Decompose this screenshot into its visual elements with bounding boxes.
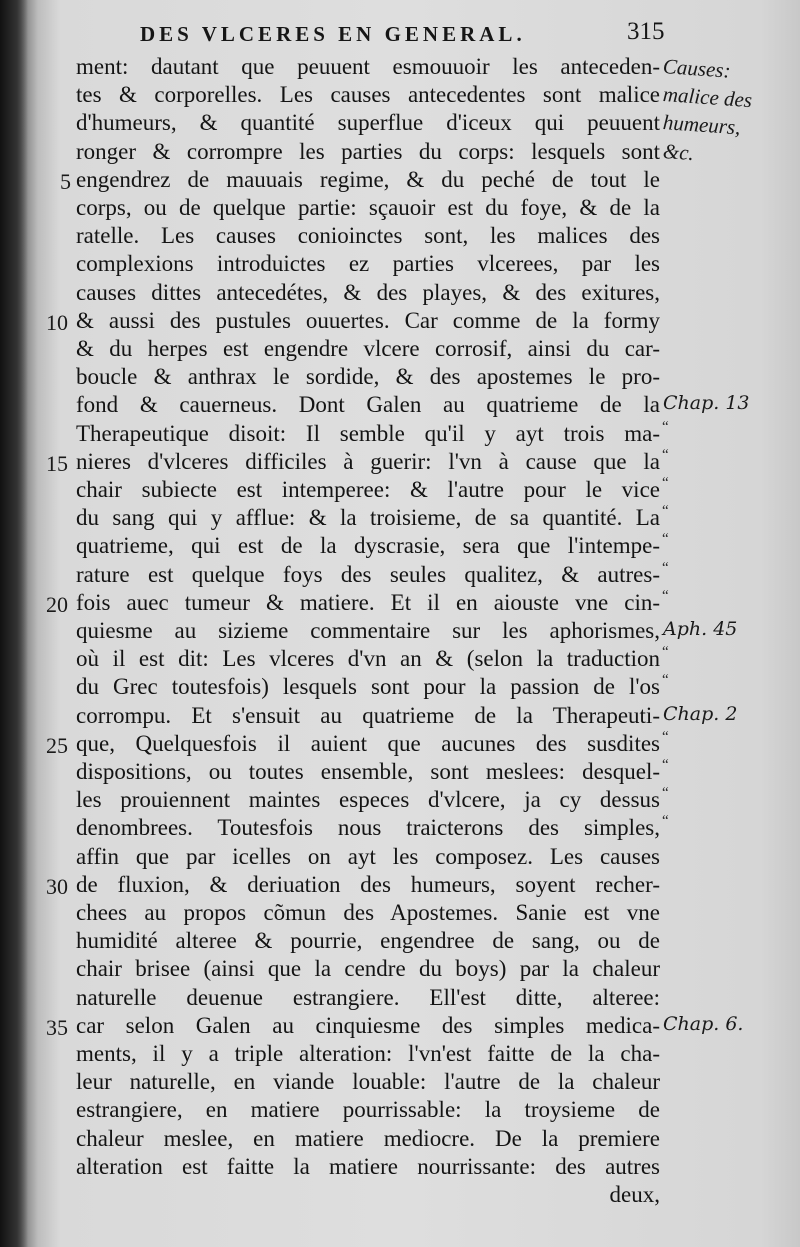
ditto-quote-mark: “ bbox=[662, 587, 669, 604]
text-line: corps, ou de quelque partie: sçauoir est du foye, & de la bbox=[76, 195, 660, 220]
ditto-quote-mark: “ bbox=[662, 418, 669, 435]
binding-gutter-shadow bbox=[0, 0, 28, 1247]
margin-note: Chap. 2 bbox=[663, 702, 738, 725]
line-number: 25 bbox=[46, 732, 68, 758]
margin-note: malice des bbox=[662, 82, 753, 113]
page-number: 315 bbox=[627, 18, 665, 45]
line-number: 20 bbox=[46, 591, 68, 617]
text-line: leur naturelle, en viande louable: l'autre de la chaleur bbox=[76, 1069, 660, 1095]
text-line: fois auec tumeur & matiere. Et il en aiouste vne cin- bbox=[76, 589, 660, 615]
text-line: d'humeurs, & quantité superflue d'iceux qui peuuent bbox=[76, 110, 660, 136]
text-line: chaleur meslee, en matiere mediocre. De la premiere bbox=[76, 1125, 660, 1151]
text-line: corrompu. Et s'ensuit au quatrieme de la Therapeuti- bbox=[76, 702, 660, 728]
text-line: de fluxion, & deriuation des humeurs, soyent recher- bbox=[76, 871, 660, 897]
line-number: 30 bbox=[46, 873, 68, 899]
ditto-quote-mark: “ bbox=[662, 672, 669, 689]
text-line: ratelle. Les causes conioinctes sont, les malices des bbox=[76, 223, 660, 249]
ditto-quote-mark: “ bbox=[662, 644, 669, 661]
ditto-quote-mark: “ bbox=[662, 503, 669, 520]
text-line: dispositions, ou toutes ensemble, sont meslees: desquel- bbox=[76, 759, 660, 784]
text-line: car selon Galen au cinquiesme des simples medica- bbox=[76, 1012, 660, 1038]
text-line: nieres d'vlceres difficiles à guerir: l'vn à cause que la bbox=[76, 448, 660, 474]
text-line: deux, bbox=[609, 1182, 660, 1207]
text-line: rature est quelque foys des seules qualitez, & autres- bbox=[76, 561, 660, 587]
text-line: que, Quelquesfois il auient que aucunes des susdites bbox=[76, 730, 660, 756]
margin-note: Aph. 45 bbox=[663, 618, 738, 640]
ditto-quote-mark: “ bbox=[662, 531, 669, 548]
text-line: chees au propos cõmun des Apostemes. Sanie est vne bbox=[76, 900, 660, 925]
line-number: 5 bbox=[60, 168, 71, 194]
text-line: tes & corporelles. Les causes antecedentes sont malice bbox=[76, 82, 660, 108]
text-line: du Grec toutesfois) lesquels sont pour la passion de l'os bbox=[76, 674, 660, 700]
margin-note: Chap. 13 bbox=[663, 392, 750, 415]
text-line: denombrees. Toutesfois nous traicterons des simples, bbox=[76, 815, 660, 841]
text-line: estrangiere, en matiere pourrissable: la troysieme de bbox=[76, 1097, 660, 1123]
ditto-quote-mark: “ bbox=[662, 813, 669, 830]
ditto-quote-mark: “ bbox=[662, 559, 669, 576]
text-line: complexions introduictes ez parties vlcerees, par les bbox=[76, 251, 660, 277]
text-line: humidité alteree & pourrie, engendree de sang, ou de bbox=[76, 928, 660, 954]
text-line: ments, il y a triple alteration: l'vn'est faitte de la cha- bbox=[76, 1041, 660, 1066]
text-line: naturelle deuenue estrangiere. Ell'est ditte, alteree: bbox=[76, 984, 660, 1010]
text-line: affin que par icelles on ayt les composez. Les causes bbox=[76, 843, 660, 869]
margin-note: humeurs, bbox=[662, 110, 742, 140]
text-line: causes dittes antecedétes, & des playes, & des exitures, bbox=[76, 279, 660, 305]
text-line: les prouiennent maintes especes d'vlcere, ja cy dessus bbox=[76, 787, 660, 813]
ditto-quote-mark: “ bbox=[662, 475, 669, 491]
text-line: où il est dit: Les vlceres d'vn an & (selon la traduction bbox=[76, 646, 660, 672]
text-line: alteration est faitte la matiere nourrissante: des autres bbox=[76, 1153, 660, 1179]
margin-note: Causes: bbox=[662, 54, 732, 83]
running-header: DES VLCERES EN GENERAL. bbox=[140, 22, 526, 46]
ditto-quote-mark: “ bbox=[662, 785, 669, 802]
text-line: fond & cauerneus. Dont Galen au quatrieme de la bbox=[76, 392, 660, 418]
line-number: 10 bbox=[46, 309, 68, 335]
text-line: quiesme au sizieme commentaire sur les aphorismes, bbox=[76, 618, 660, 643]
line-number: 15 bbox=[46, 450, 68, 476]
text-line: ment: dautant que peuuent esmouuoir les anteceden- bbox=[76, 54, 660, 79]
text-line: du sang qui y afflue: & la troisieme, de sa quantité. La bbox=[76, 505, 660, 531]
text-line: Therapeutique disoit: Il semble qu'il y ayt trois ma- bbox=[76, 420, 660, 446]
margin-note: &c. bbox=[662, 138, 695, 165]
ditto-quote-mark: “ bbox=[662, 446, 669, 463]
text-line: engendrez de mauuais regime, & du peché de tout le bbox=[76, 166, 660, 192]
line-number: 35 bbox=[46, 1014, 68, 1040]
text-line: quatrieme, qui est de la dyscrasie, sera que l'intempe- bbox=[76, 533, 660, 559]
ditto-quote-mark: “ bbox=[662, 728, 669, 745]
text-line: & du herpes est engendre vlcere corrosif, ainsi du car- bbox=[76, 336, 660, 361]
text-line: ronger & corrompre les parties du corps: lesquels sont bbox=[76, 138, 660, 164]
text-line: boucle & anthrax le sordide, & des apostemes le pro- bbox=[76, 364, 660, 390]
text-line: chair subiecte est intemperee: & l'autre pour le vice bbox=[76, 477, 660, 502]
text-line: chair brisee (ainsi que la cendre du boys) par la chaleur bbox=[76, 956, 660, 982]
ditto-quote-mark: “ bbox=[662, 757, 669, 773]
margin-note: Chap. 6. bbox=[663, 1012, 744, 1035]
text-line: & aussi des pustules ouuertes. Car comme de la formy bbox=[76, 307, 660, 333]
